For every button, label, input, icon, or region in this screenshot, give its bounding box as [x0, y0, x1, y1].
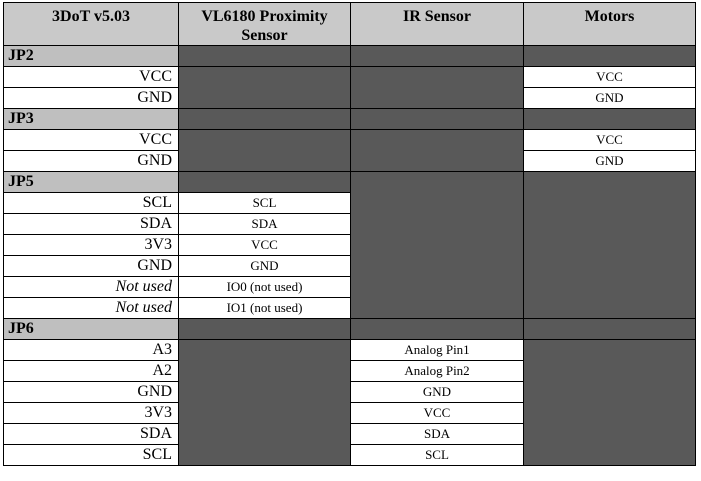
shaded-cell-motors [524, 109, 696, 130]
shaded-cell-ir-sensor [351, 130, 524, 172]
shaded-cell-ir-sensor [351, 172, 524, 319]
shaded-cell-vl6180 [179, 319, 351, 340]
group-row [4, 46, 696, 67]
shaded-cell-motors [524, 340, 696, 466]
pin-name: SCL [4, 445, 179, 466]
pin-name: A2 [4, 361, 179, 382]
table-row [4, 130, 696, 151]
vl6180-pin: IO1 (not used) [179, 298, 351, 319]
shaded-cell-ir-sensor [351, 46, 524, 67]
group-row [4, 319, 696, 340]
group-row [4, 172, 696, 193]
motors-pin: VCC [524, 67, 696, 88]
pin-name: 3V3 [4, 235, 179, 256]
ir-sensor-pin: SCL [351, 445, 524, 466]
shaded-cell-vl6180 [179, 130, 351, 172]
motors-pin: VCC [524, 130, 696, 151]
pin-name: SDA [4, 424, 179, 445]
motors-pin: GND [524, 88, 696, 109]
shaded-cell-ir-sensor [351, 67, 524, 109]
shaded-cell-vl6180 [179, 172, 351, 193]
shaded-cell-vl6180 [179, 340, 351, 466]
ir-sensor-pin: Analog Pin2 [351, 361, 524, 382]
table-body [4, 46, 696, 466]
pin-name: GND [4, 151, 179, 172]
table-row [4, 340, 696, 361]
header-motors: Motors [524, 3, 696, 46]
group-label: JP5 [4, 172, 179, 193]
shaded-cell-vl6180 [179, 109, 351, 130]
group-label: JP3 [4, 109, 179, 130]
pin-name: SCL [4, 193, 179, 214]
pin-name: GND [4, 256, 179, 277]
vl6180-pin: VCC [179, 235, 351, 256]
vl6180-pin: GND [179, 256, 351, 277]
ir-sensor-pin: SDA [351, 424, 524, 445]
shaded-cell-motors [524, 46, 696, 67]
pin-name: Not used [4, 298, 179, 319]
header-vl6180: VL6180 Proximity Sensor [179, 3, 351, 46]
pin-mapping-table [3, 2, 696, 466]
shaded-cell-ir-sensor [351, 319, 524, 340]
shaded-cell-vl6180 [179, 46, 351, 67]
motors-pin: GND [524, 151, 696, 172]
ir-sensor-pin: GND [351, 382, 524, 403]
group-label: JP6 [4, 319, 179, 340]
shaded-cell-ir-sensor [351, 109, 524, 130]
table-header [4, 3, 696, 46]
ir-sensor-pin: VCC [351, 403, 524, 424]
header-board: 3DoT v5.03 [4, 3, 179, 46]
shaded-cell-vl6180 [179, 67, 351, 109]
shaded-cell-motors [524, 319, 696, 340]
group-row [4, 109, 696, 130]
pin-name: A3 [4, 340, 179, 361]
vl6180-pin: SCL [179, 193, 351, 214]
ir-sensor-pin: Analog Pin1 [351, 340, 524, 361]
shaded-cell-motors [524, 172, 696, 319]
pin-name: Not used [4, 277, 179, 298]
pin-name: VCC [4, 130, 179, 151]
pin-name: GND [4, 88, 179, 109]
header-ir-sensor: IR Sensor [351, 3, 524, 46]
pin-name: SDA [4, 214, 179, 235]
group-label: JP2 [4, 46, 179, 67]
vl6180-pin: SDA [179, 214, 351, 235]
header-row [4, 3, 696, 46]
pin-name: GND [4, 382, 179, 403]
vl6180-pin: IO0 (not used) [179, 277, 351, 298]
pin-name: VCC [4, 67, 179, 88]
table-row [4, 67, 696, 88]
pin-name: 3V3 [4, 403, 179, 424]
